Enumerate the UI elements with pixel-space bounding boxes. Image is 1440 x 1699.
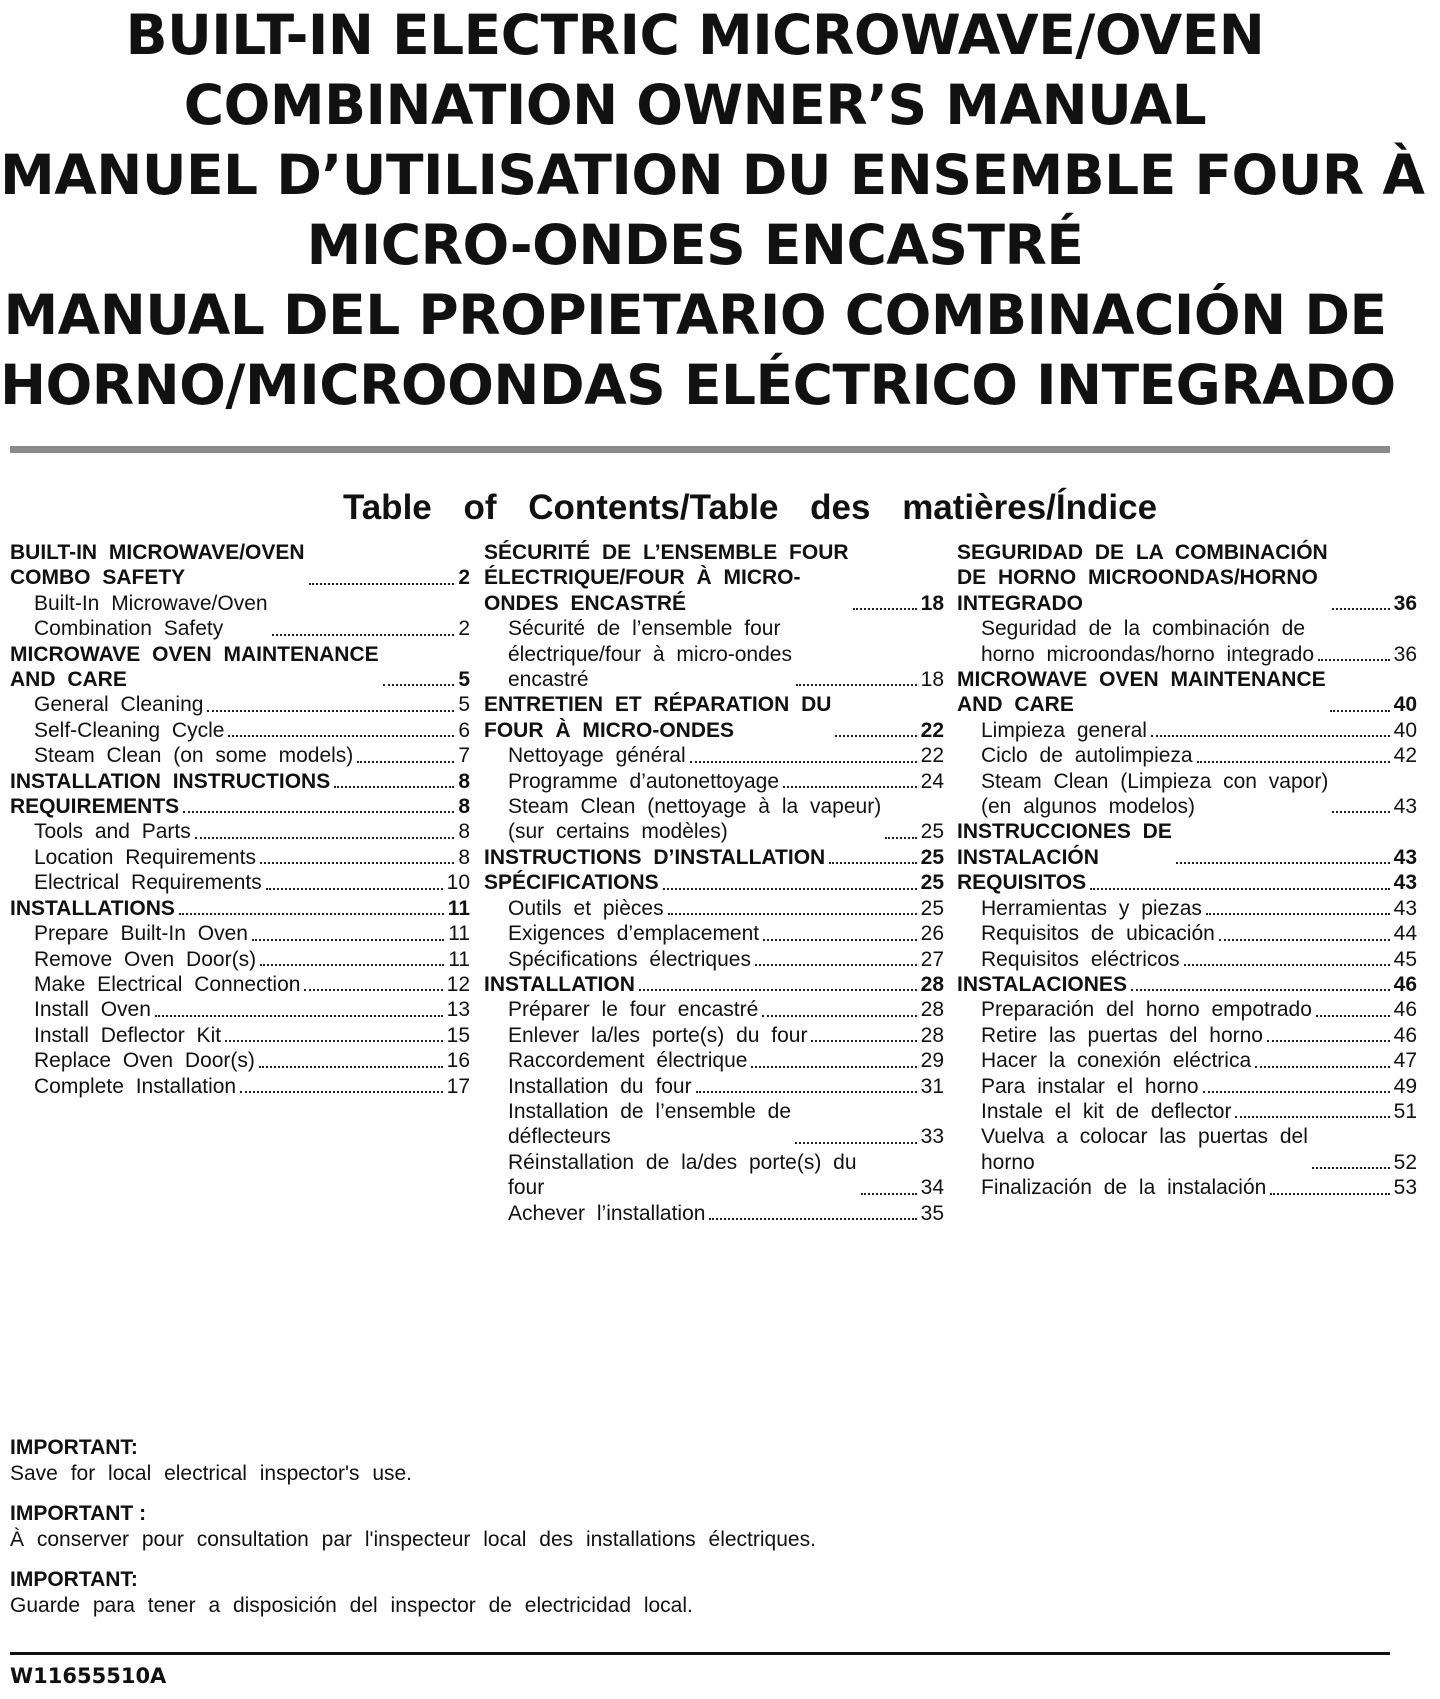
title-divider <box>10 446 1390 453</box>
toc-entry[interactable] <box>10 718 470 743</box>
toc-entry-page: 43 <box>1393 845 1417 869</box>
toc-leader-dots <box>259 1066 443 1068</box>
toc-entry-page: 5 <box>458 693 470 717</box>
toc-entry[interactable] <box>10 896 470 921</box>
document-number: W11655510A <box>10 1664 167 1688</box>
toc-entry-label: Prepare Built-In Oven <box>34 922 248 946</box>
toc-entry[interactable] <box>484 743 944 768</box>
toc-entry[interactable] <box>484 870 944 895</box>
toc-entry[interactable] <box>484 1023 944 1048</box>
toc-entry[interactable] <box>10 743 470 768</box>
toc-entry-page: 28 <box>920 1023 944 1047</box>
toc-leader-dots <box>1151 735 1390 737</box>
toc-entry-page: 34 <box>920 1176 944 1200</box>
toc-entry-label: Replace Oven Door(s) <box>34 1049 255 1073</box>
title-line: HORNO/MICROONDAS ELÉCTRICO INTEGRADO <box>0 353 1396 417</box>
toc-leader-dots <box>835 735 916 737</box>
toc-entry-label: Tools and Parts <box>34 820 191 844</box>
toc-leader-dots <box>751 1066 916 1068</box>
toc-entry-page: 26 <box>920 922 944 946</box>
toc-entry-label: Location Requirements <box>34 845 256 869</box>
toc-entry[interactable] <box>10 591 470 642</box>
toc-entry[interactable] <box>10 540 470 591</box>
toc-leader-dots <box>885 837 916 839</box>
toc-entry-label: MICROWAVE OVEN MAINTENANCE AND CARE <box>10 642 379 692</box>
toc-entry-label: Steam Clean (on some models) <box>34 744 354 768</box>
toc-entry-page: 22 <box>920 718 944 742</box>
toc-entry[interactable] <box>957 947 1417 972</box>
title-line: BUILT-IN ELECTRIC MICROWAVE/OVEN <box>125 3 1265 67</box>
toc-entry[interactable] <box>957 1124 1417 1175</box>
toc-entry[interactable] <box>957 769 1417 820</box>
toc-leader-dots <box>383 684 455 686</box>
toc-leader-dots <box>796 684 917 686</box>
toc-entry[interactable] <box>484 1074 944 1099</box>
important-text: Guarde para tener a disposición del inspector de electricidad local. <box>10 1594 693 1617</box>
toc-entry-label: ENTRETIEN ET RÉPARATION DU FOUR À MICRO-ONDES <box>484 693 832 742</box>
toc-entry-label: Seguridad de la combinación de horno microondas/horno integrado <box>981 617 1315 666</box>
toc-leader-dots <box>1219 939 1390 941</box>
toc-entry-label: Instale el kit de deflector <box>981 1099 1232 1123</box>
toc-leader-dots <box>1131 989 1390 991</box>
toc-entry-page: 36 <box>1393 642 1417 666</box>
toc-entry[interactable] <box>957 540 1417 616</box>
toc-entry[interactable] <box>484 947 944 972</box>
title-line: MANUAL DEL PROPIETARIO COMBINACIÓN DE <box>3 283 1387 347</box>
toc-entry[interactable] <box>957 1023 1417 1048</box>
toc-entry-page: 47 <box>1393 1049 1417 1073</box>
toc-entry[interactable] <box>10 1023 470 1048</box>
toc-entry-page: 25 <box>920 845 944 869</box>
toc-leader-dots <box>240 1091 443 1093</box>
toc-leader-dots <box>260 964 444 966</box>
manual-title-block <box>0 0 1425 420</box>
toc-entry[interactable] <box>484 921 944 946</box>
toc-entry[interactable] <box>10 972 470 997</box>
important-note-english <box>10 1435 412 1487</box>
title-line: MICRO-ONDES ENCASTRÉ <box>306 213 1084 277</box>
toc-entry-page: 15 <box>446 1023 470 1047</box>
toc-entry-label: Built-In Microwave/Oven Combination Safety <box>34 591 268 641</box>
toc-column-french <box>484 540 944 1226</box>
toc-entry-page: 35 <box>920 1201 944 1225</box>
toc-entry-page: 45 <box>1393 947 1417 971</box>
toc-leader-dots <box>155 1015 443 1017</box>
toc-leader-dots <box>639 989 917 991</box>
toc-entry-label: Requisitos de ubicación <box>981 922 1215 946</box>
toc-leader-dots <box>260 862 454 864</box>
toc-entry[interactable] <box>484 896 944 921</box>
toc-entry-page: 44 <box>1393 922 1417 946</box>
toc-entry[interactable] <box>957 667 1417 718</box>
toc-entry-label: SPÉCIFICATIONS <box>484 871 659 895</box>
toc-entry-page: 13 <box>446 998 470 1022</box>
toc-leader-dots <box>1312 1167 1390 1169</box>
toc-entry[interactable] <box>484 540 944 616</box>
important-heading: IMPORTANT: <box>10 1436 138 1459</box>
toc-leader-dots <box>1235 1116 1389 1118</box>
toc-entry[interactable] <box>484 794 944 845</box>
toc-entry[interactable] <box>957 921 1417 946</box>
toc-entry-page: 25 <box>920 820 944 844</box>
toc-entry-label: INSTALLATION INSTRUCTIONS <box>10 769 331 793</box>
toc-entry[interactable] <box>484 769 944 794</box>
toc-leader-dots <box>1332 608 1390 610</box>
toc-entry[interactable] <box>484 997 944 1022</box>
toc-entry-page: 51 <box>1393 1099 1417 1123</box>
toc-entry-label: Make Electrical Connection <box>34 972 301 996</box>
toc-entry-label: REQUIREMENTS <box>10 795 180 819</box>
toc-leader-dots <box>690 761 917 763</box>
toc-entry-page: 11 <box>447 896 470 920</box>
toc-leader-dots <box>1316 1015 1390 1017</box>
toc-leader-dots <box>179 913 444 915</box>
important-text: À conserver pour consultation par l'inspecteur local des installations électriques. <box>10 1528 816 1551</box>
toc-entry-label: INSTALLATIONS <box>10 896 175 920</box>
toc-entry[interactable] <box>10 870 470 895</box>
toc-entry-label: Programme d’autonettoyage <box>508 769 779 793</box>
toc-entry-page: 2 <box>458 617 470 641</box>
toc-entry-page: 43 <box>1393 795 1417 819</box>
toc-entry-page: 31 <box>920 1074 944 1098</box>
toc-leader-dots <box>709 1218 916 1220</box>
toc-leader-dots <box>266 888 443 890</box>
toc-entry[interactable] <box>957 997 1417 1022</box>
toc-entry-page: 24 <box>920 769 944 793</box>
toc-entry-page: 16 <box>446 1049 470 1073</box>
toc-entry-page: 27 <box>920 947 944 971</box>
toc-column-spanish <box>957 540 1417 1201</box>
toc-leader-dots <box>1330 710 1390 712</box>
toc-leader-dots <box>304 989 442 991</box>
toc-entry-page: 29 <box>920 1049 944 1073</box>
toc-entry[interactable] <box>957 1048 1417 1073</box>
toc-entry[interactable] <box>484 845 944 870</box>
toc-leader-dots <box>663 888 917 890</box>
toc-leader-dots <box>357 761 454 763</box>
toc-entry-label: Installation du four <box>508 1074 692 1098</box>
toc-entry-page: 53 <box>1393 1176 1417 1200</box>
toc-entry-label: Requisitos eléctricos <box>981 947 1180 971</box>
toc-heading: Table of Contents/Table des matières/Índice <box>342 488 1158 527</box>
toc-leader-dots <box>1270 1193 1389 1195</box>
toc-entry-page: 52 <box>1393 1150 1417 1174</box>
toc-entry-label: Finalización de la instalación <box>981 1176 1267 1200</box>
toc-entry-label: Spécifications électriques <box>508 947 751 971</box>
toc-leader-dots <box>1206 913 1390 915</box>
toc-entry[interactable] <box>10 819 470 844</box>
toc-entry[interactable] <box>957 1099 1417 1124</box>
toc-entry-label: Para instalar el horno <box>981 1074 1199 1098</box>
toc-entry-label: Préparer le four encastré <box>508 998 759 1022</box>
toc-entry-label: Install Oven <box>34 998 151 1022</box>
toc-leader-dots <box>668 913 917 915</box>
important-note-french <box>10 1501 816 1553</box>
toc-entry[interactable] <box>957 616 1417 667</box>
toc-leader-dots <box>853 608 917 610</box>
toc-entry-label: Limpieza general <box>981 718 1147 742</box>
toc-entry-label: Complete Installation <box>34 1074 237 1098</box>
toc-entry-label: Réinstallation de la/des porte(s) du four <box>508 1150 857 1200</box>
toc-leader-dots <box>228 735 454 737</box>
toc-leader-dots <box>1176 862 1390 864</box>
important-heading: IMPORTANT : <box>10 1502 147 1525</box>
toc-entry-label: Exigences d’emplacement <box>508 922 760 946</box>
toc-leader-dots <box>1332 811 1389 813</box>
toc-entry-label: Ciclo de autolimpieza <box>981 744 1193 768</box>
toc-entry-label: Sécurité de l’ensemble four électrique/four à micro-ondes encastré <box>508 617 792 692</box>
toc-leader-dots <box>755 964 917 966</box>
toc-entry-label: Steam Clean (Limpieza con vapor) (en algunos modelos) <box>981 769 1329 819</box>
toc-leader-dots <box>1255 1066 1390 1068</box>
toc-entry-label: REQUISITOS <box>957 871 1087 895</box>
important-text: Save for local electrical inspector's use. <box>10 1462 413 1485</box>
toc-entry[interactable] <box>957 718 1417 743</box>
toc-entry-page: 42 <box>1393 744 1417 768</box>
title-line: MANUEL D’UTILISATION DU ENSEMBLE FOUR À <box>0 143 1425 207</box>
toc-entry-page: 7 <box>458 744 470 768</box>
toc-entry-page: 12 <box>446 972 470 996</box>
toc-leader-dots <box>762 1015 916 1017</box>
toc-entry-label: Hacer la conexión eléctrica <box>981 1049 1252 1073</box>
toc-entry-label: Install Deflector Kit <box>34 1023 222 1047</box>
toc-entry-label: Remove Oven Door(s) <box>34 947 257 971</box>
toc-entry-label: Self-Cleaning Cycle <box>34 718 225 742</box>
toc-entry-label: Raccordement électrique <box>508 1049 748 1073</box>
toc-leader-dots <box>811 1040 916 1042</box>
toc-entry-page: 36 <box>1393 591 1417 615</box>
toc-entry[interactable] <box>957 896 1417 921</box>
toc-leader-dots <box>207 710 454 712</box>
toc-entry[interactable] <box>957 819 1417 870</box>
toc-entry-label: Preparación del horno empotrado <box>981 998 1312 1022</box>
toc-entry[interactable] <box>484 1201 944 1226</box>
toc-entry-label: INSTRUCTIONS D’INSTALLATION <box>484 845 826 869</box>
toc-entry-label: Achever l’installation <box>508 1201 706 1225</box>
toc-entry-page: 6 <box>458 718 470 742</box>
toc-entry-label: INSTRUCCIONES DE INSTALACIÓN <box>957 820 1172 869</box>
toc-entry[interactable] <box>484 1099 944 1150</box>
toc-leader-dots <box>763 939 917 941</box>
toc-entry-page: 17 <box>446 1074 470 1098</box>
toc-entry-page: 43 <box>1393 871 1417 895</box>
toc-entry-page: 8 <box>458 795 470 819</box>
toc-entry-page: 11 <box>448 947 470 971</box>
toc-leader-dots <box>1318 659 1390 661</box>
toc-entry-page: 46 <box>1393 998 1417 1022</box>
toc-entry-page: 11 <box>448 922 470 946</box>
toc-leader-dots <box>1197 761 1390 763</box>
toc-entry[interactable] <box>957 743 1417 768</box>
toc-entry-label: Enlever la/les porte(s) du four <box>508 1023 808 1047</box>
toc-entry-page: 8 <box>458 845 470 869</box>
toc-entry[interactable] <box>10 769 470 794</box>
toc-entry-page: 40 <box>1393 718 1417 742</box>
toc-entry[interactable] <box>10 642 470 693</box>
toc-entry-label: Nettoyage général <box>508 744 686 768</box>
toc-entry-label: Retire las puertas del horno <box>981 1023 1263 1047</box>
toc-leader-dots <box>252 939 444 941</box>
important-heading: IMPORTANT: <box>10 1568 138 1591</box>
toc-entry-page: 40 <box>1393 693 1417 717</box>
toc-entry-label: INSTALACIONES <box>957 972 1127 996</box>
toc-entry-page: 49 <box>1393 1074 1417 1098</box>
toc-entry-page: 5 <box>458 668 470 692</box>
toc-entry[interactable] <box>10 692 470 717</box>
toc-entry[interactable] <box>484 616 944 692</box>
toc-entry-label: Herramientas y piezas <box>981 896 1202 920</box>
toc-entry-page: 18 <box>920 591 944 615</box>
toc-entry-label: General Cleaning <box>34 693 204 717</box>
toc-entry-label: Vuelva a colocar las puertas del horno <box>981 1125 1308 1174</box>
toc-leader-dots <box>829 862 916 864</box>
toc-entry-label: Steam Clean (nettoyage à la vapeur) (sur certains modèles) <box>508 795 882 844</box>
toc-leader-dots <box>1090 888 1390 890</box>
toc-entry-label: SÉCURITÉ DE L’ENSEMBLE FOUR ÉLECTRIQUE/FOUR À MICRO- ONDES ENCASTRÉ <box>484 541 849 615</box>
footer-divider <box>10 1652 1390 1655</box>
toc-leader-dots <box>1203 1091 1390 1093</box>
toc-entry[interactable] <box>10 794 470 819</box>
toc-leader-dots <box>696 1091 917 1093</box>
toc-entry[interactable] <box>484 972 944 997</box>
toc-entry[interactable] <box>484 1048 944 1073</box>
toc-entry-page: 8 <box>458 769 470 793</box>
toc-leader-dots <box>1184 964 1390 966</box>
toc-leader-dots <box>334 786 454 788</box>
toc-entry-page: 46 <box>1393 1023 1417 1047</box>
toc-leader-dots <box>861 1193 917 1195</box>
toc-column-english <box>10 540 470 1099</box>
toc-entry-label: Outils et pièces <box>508 896 664 920</box>
toc-entry-page: 8 <box>458 820 470 844</box>
toc-entry-page: 22 <box>920 744 944 768</box>
toc-entry-label: Installation de l’ensemble de déflecteurs <box>508 1099 792 1149</box>
toc-leader-dots <box>195 837 455 839</box>
toc-leader-dots <box>272 634 455 636</box>
important-note-spanish <box>10 1567 693 1619</box>
toc-entry-label: Electrical Requirements <box>34 871 262 895</box>
toc-entry-label: MICROWAVE OVEN MAINTENANCE AND CARE <box>957 668 1326 717</box>
toc-entry-page: 18 <box>920 668 944 692</box>
toc-entry-page: 28 <box>920 972 944 996</box>
toc-entry[interactable] <box>957 1074 1417 1099</box>
toc-entry[interactable] <box>957 870 1417 895</box>
toc-entry[interactable] <box>10 997 470 1022</box>
toc-entry-page: 2 <box>458 566 470 590</box>
toc-entry-label: BUILT-IN MICROWAVE/OVEN COMBO SAFETY <box>10 541 305 590</box>
toc-leader-dots <box>225 1040 443 1042</box>
toc-entry-page: 46 <box>1393 972 1417 996</box>
toc-entry[interactable] <box>10 921 470 946</box>
toc-entry[interactable] <box>484 692 944 743</box>
toc-entry[interactable] <box>10 1048 470 1073</box>
toc-entry-page: 43 <box>1393 896 1417 920</box>
toc-entry-page: 10 <box>446 871 470 895</box>
toc-entry[interactable] <box>957 1175 1417 1200</box>
toc-entry[interactable] <box>957 972 1417 997</box>
toc-entry-page: 25 <box>920 871 944 895</box>
toc-entry-label: INSTALLATION <box>484 972 635 996</box>
toc-entry[interactable] <box>10 1074 470 1099</box>
toc-entry[interactable] <box>10 845 470 870</box>
toc-entry-page: 25 <box>920 896 944 920</box>
title-line: COMBINATION OWNER’S MANUAL <box>183 73 1207 137</box>
toc-leader-dots <box>183 811 454 813</box>
toc-entry-page: 28 <box>920 998 944 1022</box>
toc-entry[interactable] <box>484 1150 944 1201</box>
toc-entry-page: 33 <box>920 1125 944 1149</box>
toc-leader-dots <box>309 583 455 585</box>
toc-leader-dots <box>783 786 917 788</box>
toc-leader-dots <box>1267 1040 1390 1042</box>
toc-entry-label: SEGURIDAD DE LA COMBINACIÓN DE HORNO MICROONDAS/HORNO INTEGRADO <box>957 541 1328 615</box>
toc-leader-dots <box>795 1142 917 1144</box>
toc-entry[interactable] <box>10 947 470 972</box>
